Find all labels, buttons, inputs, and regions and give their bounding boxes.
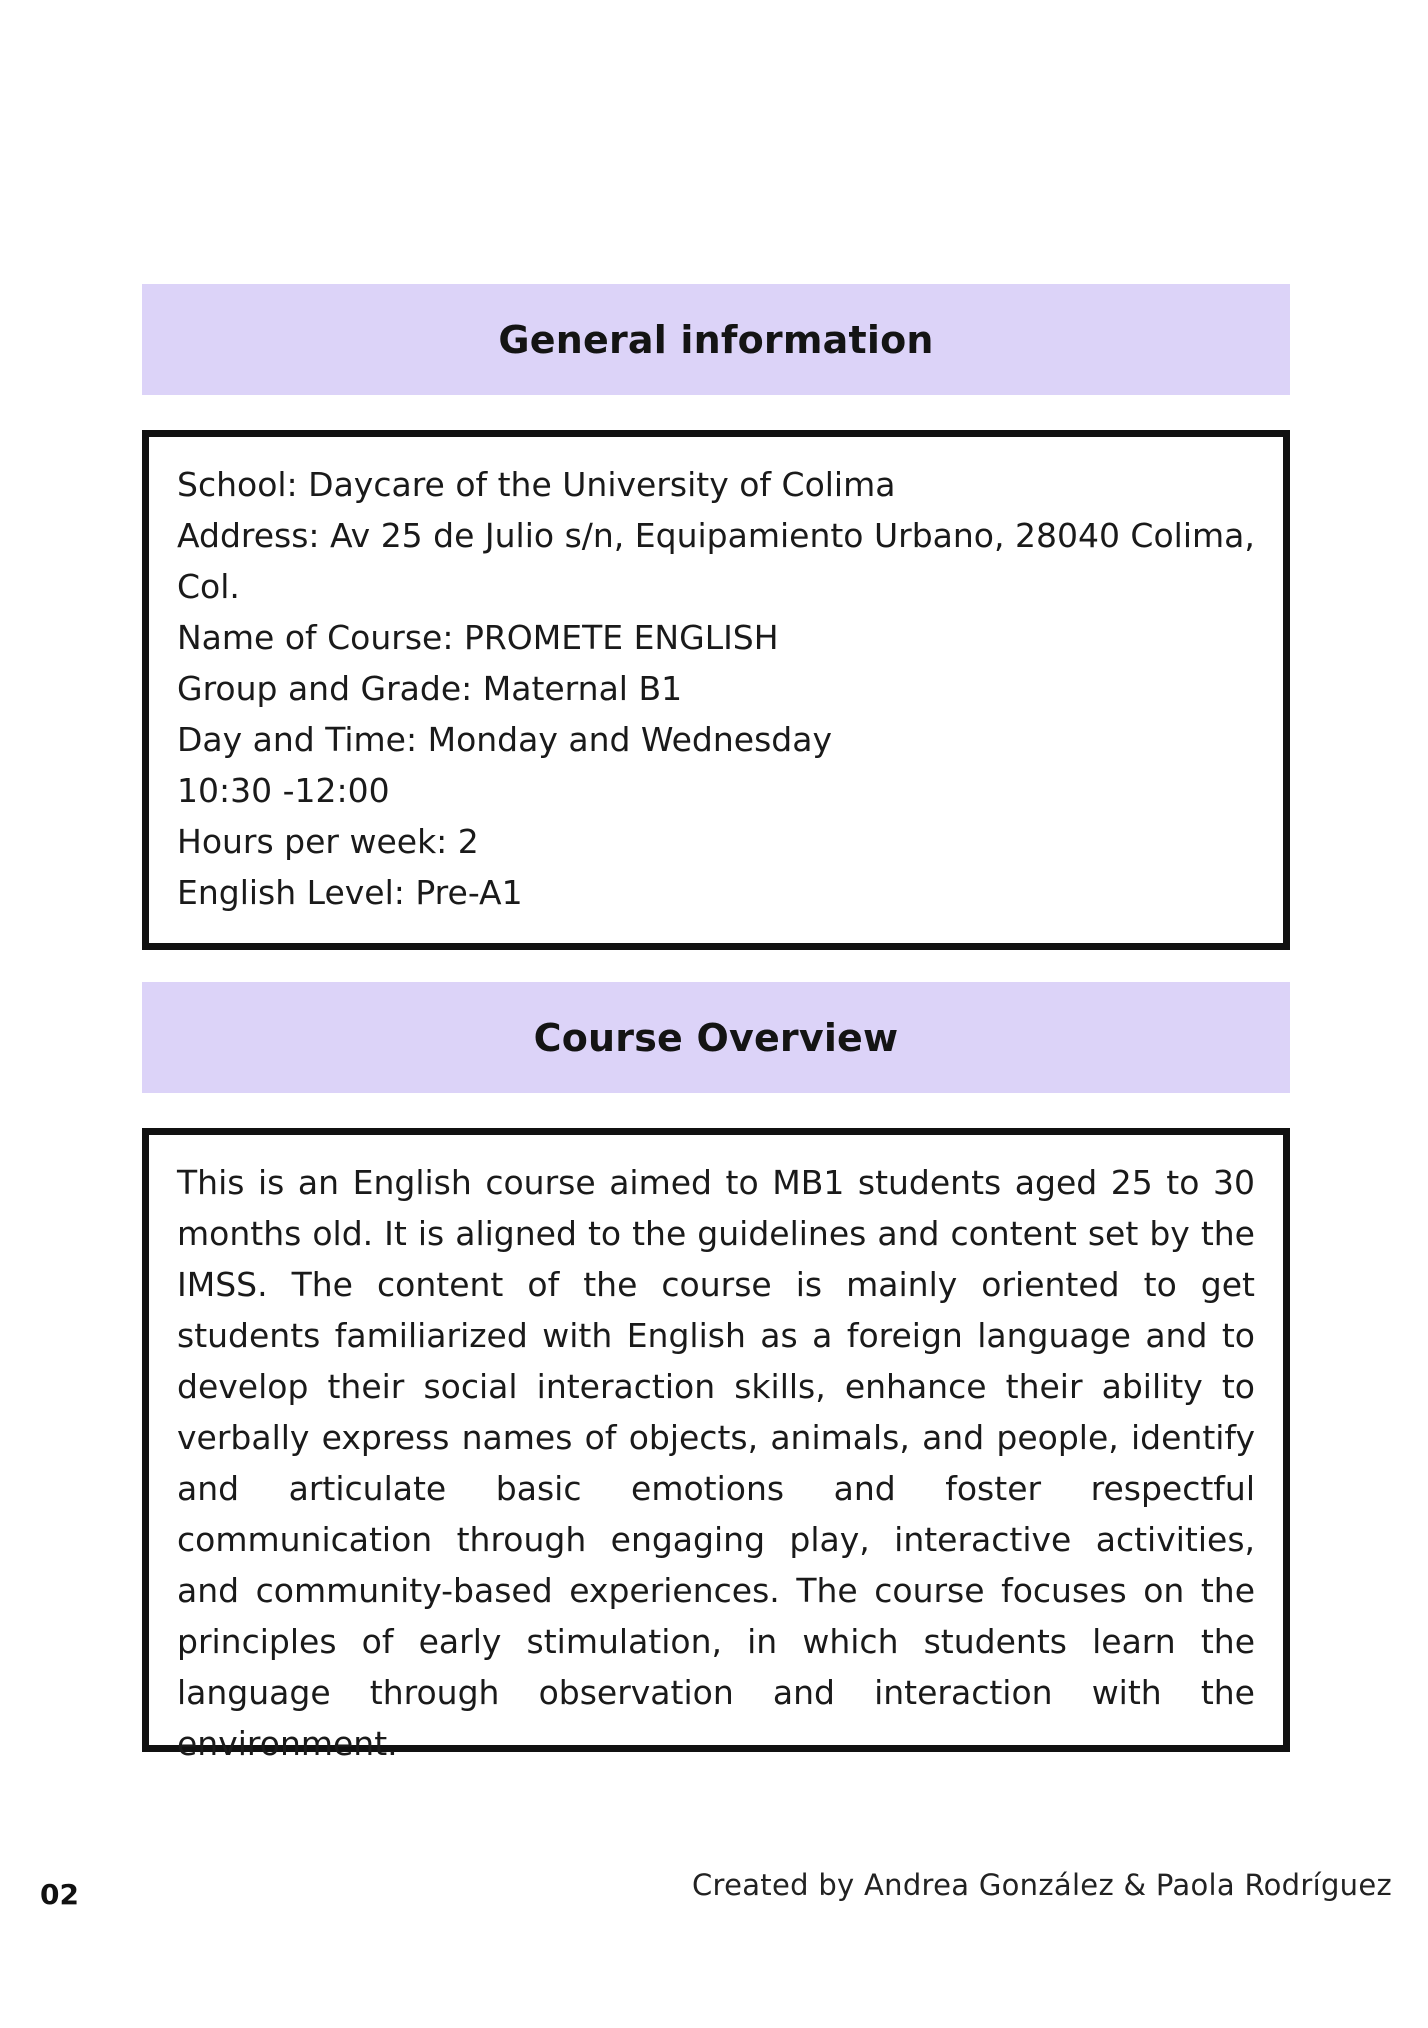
general-information-title: General information [498, 317, 934, 362]
general-information-box [142, 430, 1290, 950]
general-information-header [142, 284, 1290, 395]
course-overview-text: This is an English course aimed to MB1 students aged 25 to 30 months old. It is aligned to the guidelines and content set by the IMSS. The content of the course is mainly oriented to get students familiarized with English as a foreign language and to develop their social interaction skills, enhance their ability to verbally express names of objects, animals, and people, identify and articulate basic emotions and foster respectful communication through engaging play, interactive activities, and community-based experiences. The course focuses on the principles of early stimulation, in which students learn the language through observation and interaction with the environment. [177, 1163, 1255, 1763]
group-grade-line: Group and Grade: Maternal B1 [177, 669, 683, 708]
course-name-line: Name of Course: PROMETE ENGLISH [177, 618, 779, 657]
address-line-continued: Col. [177, 567, 240, 606]
hours-per-week-line: Hours per week: 2 [177, 822, 479, 861]
english-level-line: English Level: Pre-A1 [177, 873, 523, 912]
time-line: 10:30 -12:00 [177, 771, 390, 810]
course-overview-header [142, 982, 1290, 1093]
page-number: 02 [40, 1878, 79, 1911]
course-overview-box [142, 1128, 1290, 1763]
credits-text: Created by Andrea González & Paola Rodríguez [691, 1868, 1392, 1902]
school-line: School: Daycare of the University of Colima [177, 465, 896, 504]
course-overview-title: Course Overview [533, 1015, 899, 1060]
address-line: Address: Av 25 de Julio s/n, Equipamiento Urbano, 28040 Colima, [177, 516, 1255, 555]
day-time-line: Day and Time: Monday and Wednesday [177, 720, 832, 759]
